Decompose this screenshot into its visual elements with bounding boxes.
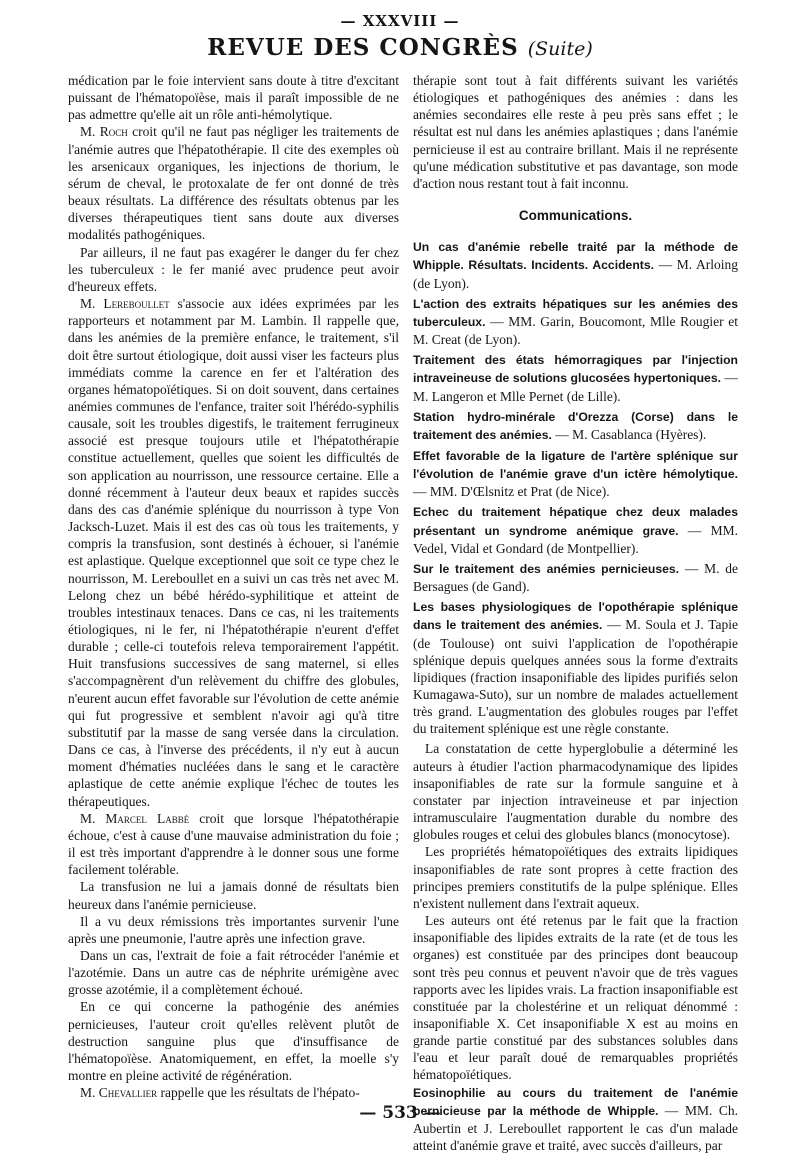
- page-title: [0, 34, 800, 61]
- paragraph: Les auteurs ont été retenus par le fait que la fraction insaponifiable des lipides extraits de la rate (et de tous les organes) est constituée par des principes dont beaucoup sont très peu connus et peuvent n'avoir que de très vagues rapports avec les lipides vrais. La fraction insaponifiable est constituée par la cholestérine et un reliquat dénommé : insaponifiable X. Cet insaponifiable X est au moins en grande partie constitué par des substances solubles dans l'eau et leur paraît doué de remarquables propriétés hématopoïétiques.: [413, 913, 738, 1083]
- communication-item: Un cas d'anémie rebelle traité par la méthode de Whipple. Résultats. Incidents. Accidents. — M. Arloing (de Lyon).: [413, 240, 738, 291]
- author-name: Chevallier: [98, 1085, 158, 1101]
- author-name: Lereboullet: [103, 296, 170, 312]
- title-text: REVUE DES CONGRÈS: [207, 34, 519, 61]
- left-column: [68, 72, 399, 1101]
- communication-item: Sur le traitement des anémies pernicieuses. — M. de Bersagues (de Gand).: [413, 560, 739, 595]
- paragraph: thérapie sont tout à fait différents suivant les variétés étiologiques et pathogéniques des anémies : dans les anémies secondaires elle reste à peu près sans effet ; le résultat est nul dans les anémies aplastiques ; dans l'anémie pernicieuse il est au contraire brillant. Mais il ne représente qu'une médication substitutive et pas davantage, son mode d'action nous restant tout à fait inconnu.: [413, 73, 738, 191]
- communication-item: Effet favorable de la ligature de l'artère splénique sur l'évolution de l'anémie grave d'un ictère hémolytique. — MM. D'Œlsnitz et Prat (de Nice).: [413, 448, 738, 500]
- paragraph: Dans un cas, l'extrait de foie a fait rétrocéder l'anémie et l'azotémie. Dans un autre cas de néphrite urémigène avec grosse azotémie, il a complètement échoué.: [68, 947, 399, 998]
- right-column: [413, 72, 738, 1157]
- communication-item: Les bases physiologiques de l'opothérapie splénique dans le traitement des anémies. — M. Soula et J. Tapie (de Toulouse) ont suivi l'application de l'opothérapie splénique depuis quelques années sous la forme d'extraits lipidiques (fraction insaponifiable des lipides purifiés selon Kumagawa-Suto), sur un nombre de malades actuellement très grand. L'augmentation des globules rouges par l'effet du traitement splénique est une règle constante.: [413, 600, 739, 737]
- author-name: Roch: [99, 124, 128, 140]
- roman-page-number: — XXXVIII —: [340, 12, 460, 30]
- paragraph: Par ailleurs, il ne faut pas exagérer le danger du fer chez les tuberculeux : le fer manié avec prudence peut avoir d'heureux effets.: [68, 244, 399, 294]
- communication-item: Traitement des états hémorragiques par l'injection intraveineuse de solutions glucosées hypertoniques. — M. Langeron et Mlle Pernet (de Lille).: [413, 353, 739, 404]
- communication-item: L'action des extraits hépatiques sur les anémies des tuberculeux. — MM. Garin, Boucomont, Mlle Rougier et M. Creat (de Lyon).: [413, 296, 738, 348]
- paragraph: La transfusion ne lui a jamais donné de résultats bien heureux dans l'anémie pernicieuse.: [68, 879, 399, 912]
- page-number: — 533 —: [359, 1103, 441, 1123]
- author-name: Marcel Labbé: [105, 810, 190, 826]
- communication-item: Eosinophilie au cours du traitement de l'anémie pernicieuse par la méthode de Whipple. — MM. Ch. Aubertin et J. Lereboullet rapportent le cas d'un malade atteint d'anémie grave et traité, avec succès d'ailleurs, par: [413, 1085, 738, 1154]
- paragraph: En ce qui concerne la pathogénie des anémies pernicieuses, l'auteur croit qu'elles relèvent plutôt de destruction sanguine plus que d'insuffisance de l'hématopoïèse. Anatomiquement, en effet, la moelle s'y montre en pleine activité de régénération.: [68, 999, 399, 1084]
- paragraph: Il a vu deux rémissions très importantes survenir l'une après une pneumonie, l'autre après une infection grave.: [68, 913, 399, 946]
- paragraph: M. Lereboullet s'associe aux idées exprimées par les rapporteurs et notamment par M. Lambin. Il rappelle que, dans les anémies de la première enfance, le traitement, s'il doit être surtout étiologique, doit aussi viser les facteurs plus immédiats comme la carence en fer et l'altération des organes hématopoïétiques. Si on doit souvent, dans certaines anémies communes de l'enfance, traiter soit l'hérédo-syphilis causale, soit les troubles digestifs, le traitement ferrugineux associé est presque toujours utile et l'hépatothérapie constitue actuellement, quelles que soient les difficultés de son application au nourrisson, une ressource certaine. Elle a donné récemment à l'auteur deux beaux et rapides succès dans des cas d'anémie splénique du nourrisson à type Von Jacksch-Luzet. Mais il est des cas où tous les traitements, y compris la transfusion, sont destinés à échouer, si l'anémie est aplastique. Quelque exceptionnel que soit ce type chez le nourrisson, M. Lereboullet en a suivi un cas très net avec M. Lelong chez un bébé hérédo-syphilitique et atteint de troubles intestinaux tenaces. Dans ce cas, ni les traitements étiologiques, ni le fer, ni l'hépatothérapie n'eurent d'effet durable ; celle-ci toutefois releva temporairement l'appétit. Huit transfusions successives de sang maternel, si elles s'accompagnèrent d'un relèvement du chiffre des globules, n'eurent aucun effet favorable sur l'évolution de cette anémie qui fut progressive et semblent n'avoir agi qu'à titre substitutif par la masse de sang versée dans la circulation. Dans ce cas, à l'inverse des précédents, il n'y eut à aucun moment d'hématies nucléées dans le sang et le caractère aplastique de cette anémie explique l'échec de toutes les thérapeutiques.: [68, 296, 399, 809]
- title-suite: (Suite): [527, 38, 593, 60]
- communication-item: Echec du traitement hépatique chez deux malades présentant un syndrome anémique grave. — MM. Vedel, Vidal et Gondard (de Montpellier).: [413, 505, 738, 556]
- paragraph: médication par le foie intervient sans doute à titre d'excitant puissant de l'hématopoïèse, mais il paraît impossible de ne pas admettre qu'elle ait un rôle anti-hémolytique.: [68, 73, 399, 123]
- paragraph: La constatation de cette hyperglobulie a déterminé les auteurs à étudier l'action pharmacodynamique des lipides insaponifiables de rate sur la formule sanguine et à constater par injection intraveineuse et par injection intramusculaire l'augmentation durable du nombre des globules rouges et celui des globules blancs (monocytose).: [413, 741, 738, 843]
- paragraph: M. Marcel Labbé croit que lorsque l'hépatothérapie échoue, c'est à cause d'une mauvaise administration du foie ; il est très important d'apprendre à le donner sous une forme facilement tolérable.: [68, 810, 399, 878]
- section-heading: Communications.: [518, 208, 633, 224]
- communication-item: Station hydro-minérale d'Orezza (Corse) dans le traitement des anémies. — M. Casablanca (Hyères).: [413, 409, 738, 442]
- paragraph: M. Chevallier rappelle que les résultats de l'hépato-: [80, 1085, 360, 1101]
- paragraph: Les propriétés hématopoïétiques des extraits lipidiques insaponifiables de rate sont propres à cette fraction des principes premiers constitutifs de la pulpe splénique. Elles n'existent nullement dans l'extrait aqueux.: [413, 844, 738, 911]
- paragraph: M. Roch croit qu'il ne faut pas négliger les traitements de l'anémie autres que l'hépatothérapie. Il cite des exemples où les arsenicaux organiques, les injections de thorium, le sérum de cheval, le protoxalate de fer ont donné de très beaux résultats. La différence des résultats obtenus par les diverses thérapeutiques tient sans doute aux diverses modalités pathogéniques.: [68, 124, 399, 243]
